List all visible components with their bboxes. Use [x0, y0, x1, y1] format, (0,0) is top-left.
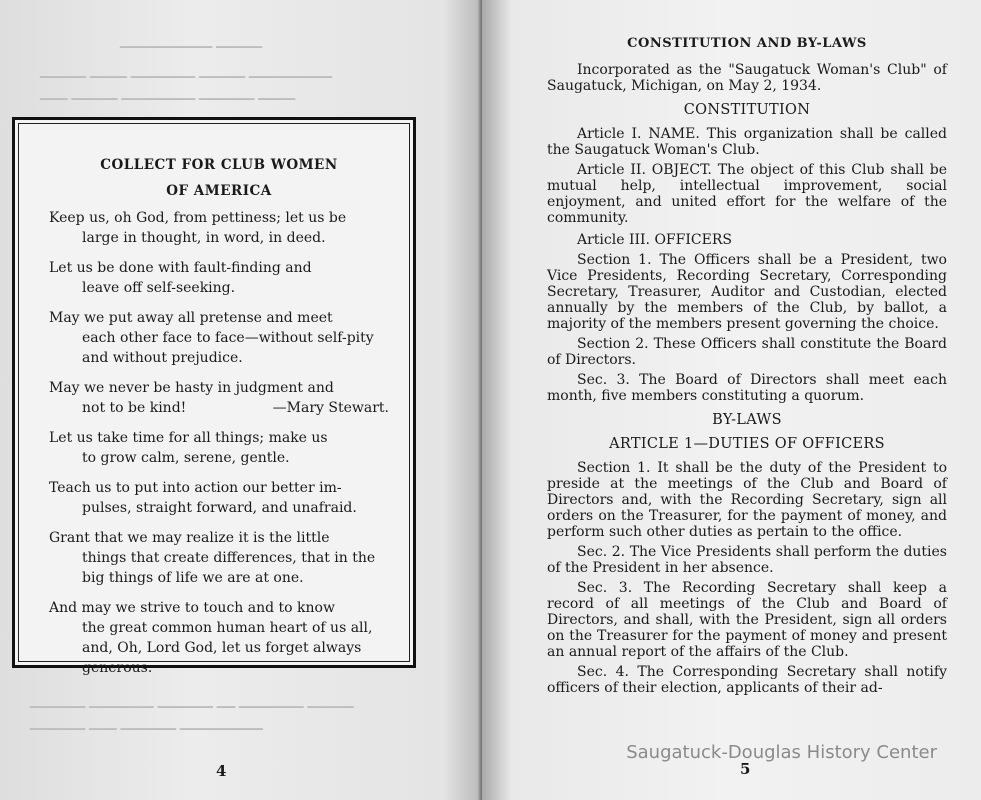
- verse-continuation: leave off self-seeking.: [82, 280, 236, 296]
- archive-watermark: Saugatuck-Douglas History Center: [626, 742, 937, 763]
- bylaws-section-1: Section 1. It shall be the duty of the President to preside at the meetings of the Club and Board of Directors and, with the Recording Secretary, sign all orders on the Treasurer, for the payment of money, and perform such other duties as pertain to the office.: [547, 460, 947, 540]
- verse: [49, 308, 389, 368]
- verse-continuation: [49, 398, 389, 418]
- article-3-section-3: Sec. 3. The Board of Directors shall meet each month, five members constituting a quorum.: [547, 372, 947, 404]
- verse-continuation: things that create differences, that in the big things of life we are at one.: [82, 550, 376, 586]
- verse-first-line: Keep us, oh God, from pettiness; let us be: [49, 210, 347, 226]
- bleed-through-text: ▁▁▁▁▁▁▁▁▁ ▁▁▁▁▁▁ ▁▁▁ ▁▁▁▁▁▁: [30, 716, 263, 730]
- bylaws-section-3: Sec. 3. The Recording Secretary shall keep a record of all meetings of the Club and Board of Directors, and shall, with the President, sign all orders on the Treasurer for the payment of money and present an annual report of the affairs of the Club.: [547, 580, 947, 660]
- verse-first-line: May we never be hasty in judgment and: [49, 380, 334, 396]
- verse: [49, 528, 389, 588]
- verse-first-line: May we put away all pretense and meet: [49, 310, 333, 326]
- verse-continuation: large in thought, in word, in deed.: [82, 230, 326, 246]
- verse: [49, 598, 389, 678]
- bleed-through-text: ▁▁▁▁ ▁▁▁▁▁▁ ▁▁▁▁▁▁▁▁ ▁▁▁▁▁ ▁▁▁: [40, 86, 296, 100]
- verse-continuation: the great common human heart of us all, and, Oh, Lord God, let us forget always generous.: [82, 620, 373, 676]
- verse-first-line: Let us be done with fault-finding and: [49, 260, 312, 276]
- bleed-through-text: ▁▁▁▁▁▁▁▁▁ ▁▁▁▁▁ ▁▁▁▁▁▁▁ ▁▁▁▁ ▁▁▁▁▁: [40, 64, 333, 78]
- constitution-heading: CONSTITUTION: [683, 102, 811, 118]
- collect-title-line-1: COLLECT FOR CLUB WOMEN: [100, 157, 338, 173]
- verse-first-line: And may we strive to touch and to know: [49, 600, 335, 616]
- page-number-right: 5: [740, 760, 751, 778]
- bylaws-article-1-heading: ARTICLE 1—DUTIES OF OFFICERS: [609, 436, 885, 452]
- verse-continuation: to grow calm, serene, gentle.: [82, 450, 290, 466]
- verse: [49, 258, 389, 298]
- article-3-heading: Article III. OFFICERS: [577, 232, 732, 248]
- constitution-text-column: [547, 36, 947, 700]
- verse: [49, 478, 389, 518]
- verse-continuation: pulses, straight forward, and unafraid.: [82, 500, 357, 516]
- constitution-bylaws-heading: CONSTITUTION AND BY-LAWS: [627, 36, 867, 51]
- verse-first-line: Let us take time for all things; make us: [49, 430, 328, 446]
- collect-inner-frame: [18, 123, 410, 676]
- article-1-name: Article I. NAME. This organization shall be called the Saugatuck Woman's Club.: [547, 126, 947, 158]
- incorporation-statement: Incorporated as the "Saugatuck Woman's Club" of Saugatuck, Michigan, on May 2, 1934.: [547, 62, 947, 94]
- verse: [49, 428, 389, 468]
- author-signature: —Mary Stewart.: [272, 400, 389, 416]
- verse: [49, 208, 389, 248]
- collect-title-line-2: OF AMERICA: [166, 183, 272, 199]
- verse-first-line: Teach us to put into action our better im-: [49, 480, 342, 496]
- verse-continuation: each other face to face—without self-pity and without prejudice.: [82, 330, 374, 366]
- bylaws-section-4: Sec. 4. The Corresponding Secretary shall notify officers of their election, applicants of their ad-: [547, 664, 947, 696]
- bylaws-section-2: Sec. 2. The Vice Presidents shall perform the duties of the President in her absence.: [547, 544, 947, 576]
- verse-continuation-text: not to be kind!: [82, 400, 187, 416]
- left-page: [0, 0, 482, 800]
- article-3-section-2: Section 2. These Officers shall constitute the Board of Directors.: [547, 336, 947, 368]
- right-page: [482, 0, 981, 800]
- page-number-left: 4: [216, 762, 227, 780]
- article-2-object: Article II. OBJECT. The object of this Club shall be mutual help, intellectual improvement, social enjoyment, and united effort for the welfare of the community.: [547, 162, 947, 226]
- bylaws-heading: BY-LAWS: [712, 412, 782, 428]
- bleed-through-text: ▁▁▁▁▁ ▁▁▁▁▁▁▁▁▁▁: [120, 34, 263, 48]
- article-3-section-1: Section 1. The Officers shall be a President, two Vice Presidents, Recording Secretary, Corresponding Secretary, Treasurer, Auditor and Custodian, elected annually by the members of the Club, by ballot, a majority of the members present governing the choice.: [547, 252, 947, 332]
- bleed-through-text: ▁▁▁▁▁ ▁▁▁▁▁▁▁ ▁▁ ▁▁▁▁▁▁ ▁▁▁▁▁▁▁ ▁▁▁▁▁▁: [30, 694, 354, 708]
- collect-frame: [12, 117, 416, 676]
- verse: [49, 378, 389, 418]
- verse-first-line: Grant that we may realize it is the little: [49, 530, 330, 546]
